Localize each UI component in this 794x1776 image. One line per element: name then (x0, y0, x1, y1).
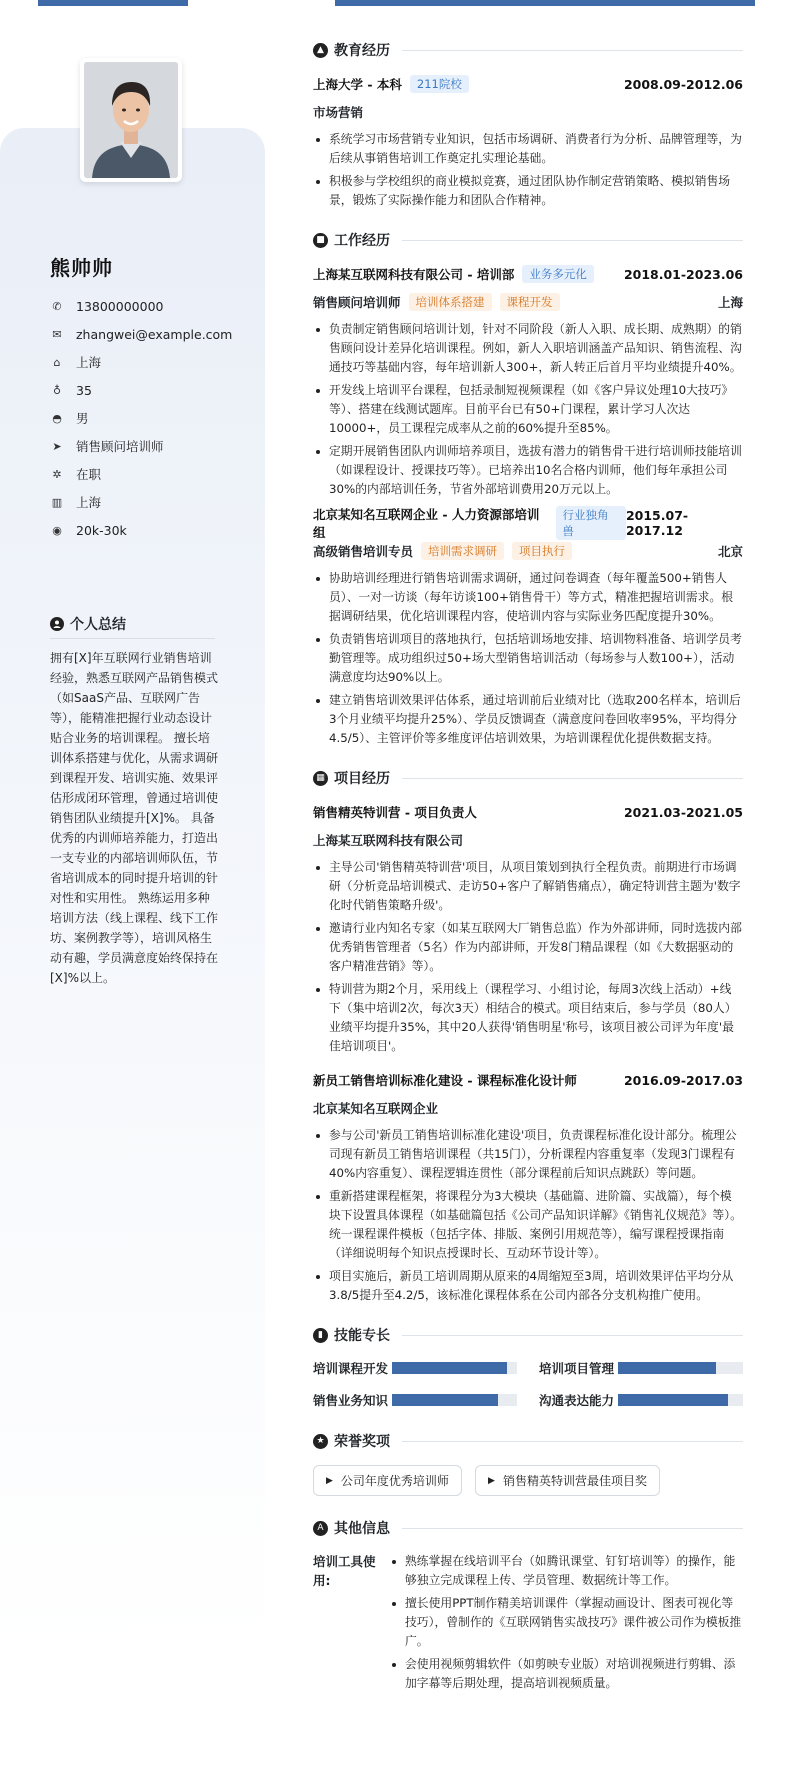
briefcase-icon: ■ (313, 233, 328, 248)
user-icon (50, 617, 64, 631)
age-icon: ♁ (52, 383, 62, 397)
contact-info-list (50, 292, 232, 544)
skill-item (313, 1391, 517, 1409)
skill-level-bar (392, 1394, 517, 1406)
other-label: 培训工具使用: (313, 1554, 376, 1588)
grid-icon: ▦ (313, 771, 328, 786)
section-title: 教育经历 (334, 43, 390, 59)
list-item: 重新搭建课程框架，将课程分为3大模块（基础篇、进阶篇、实战篇），每个模块下设置具体课程（如基础篇包括《公司产品知识详解》《销售礼仪规范》等）。统一课程课件模板（包括字体、排版、案例引用规范等），编写课程授课指南（详细说明每个知识点授课时长、互动环节设计等）。 (313, 1187, 743, 1263)
skill-level-fill (392, 1394, 498, 1406)
graduation-cap-icon: ▲ (313, 43, 328, 58)
skills-grid (313, 1359, 743, 1409)
award-badge (313, 1465, 462, 1496)
awards-list (313, 1465, 743, 1496)
contact-info-item (50, 292, 232, 320)
major-name: 市场营销 (313, 105, 364, 120)
skill-level-bar (618, 1362, 743, 1374)
contact-info-text: 20k-30k (76, 522, 127, 538)
section-divider (402, 1528, 743, 1529)
work-entry (313, 507, 743, 748)
list-item: 建立销售培训效果评估体系，通过培训前后业绩对比（选取200名样本，培训后3个月业绩平均提升25%）、学员反馈调查（满意度问卷回收率95%，平均得分4.5/5）、主管评价等多维度评估培训效果，为培训课程优化提供数据支持。 (313, 691, 743, 748)
city-icon: ▥ (51, 495, 63, 509)
skill-item (539, 1391, 743, 1409)
work-date: 2018.01-2023.06 (623, 266, 743, 282)
skill-item (539, 1359, 743, 1377)
skill-level-bar (618, 1394, 743, 1406)
contact-info-item (50, 516, 232, 544)
role-tag: 项目执行 (512, 542, 572, 560)
contact-info-item (50, 348, 232, 376)
summary-divider (50, 638, 215, 639)
send-icon: ➤ (52, 439, 62, 453)
role-tag: 培训需求调研 (421, 542, 504, 560)
education-bullets (313, 130, 743, 210)
company-name: 北京某知名互联网企业 - 人力资源部培训组 (313, 507, 540, 540)
list-item: 项目实施后，新员工培训周期从原来的4周缩短至3周，培训效果评估平均分从3.8/5提升至4.2/5，该标准化课程体系在公司内部各分支机构推广使用。 (313, 1267, 743, 1305)
main-content (313, 40, 743, 1697)
section-divider (402, 778, 743, 779)
contact-info-item (50, 488, 232, 516)
contact-info-item (50, 376, 232, 404)
list-item: 会使用视频剪辑软件（如剪映专业版）对培训视频进行剪辑、添加字幕等后期处理，提高培训视频质量。 (389, 1655, 743, 1693)
skill-name: 培训项目管理 (539, 1361, 615, 1376)
top-accent-bar-right (335, 0, 755, 6)
company-name: 上海某互联网科技有限公司 - 培训部 (313, 267, 515, 282)
project-name: 新员工销售培训标准化建设 - 课程标准化设计师 (313, 1073, 577, 1088)
section-divider (402, 240, 743, 241)
list-item: 系统学习市场营销专业知识，包括市场调研、消费者行为分析、品牌管理等，为后续从事销售培训工作奠定扎实理论基础。 (313, 130, 743, 168)
contact-info-text: 13800000000 (76, 298, 164, 314)
skill-name: 沟通表达能力 (539, 1393, 615, 1408)
avatar (80, 58, 182, 182)
other-heading (313, 1518, 743, 1538)
home-icon: ⌂ (53, 355, 61, 369)
summary-text: 拥有[X]年互联网行业销售培训经验，熟悉互联网产品销售模式（如SaaS产品、互联网广告等），能精准把握行业动态设计贴合业务的培训课程。 擅长培训体系搭建与优化，从需求调研到课程开发、培训实施、效果评估形成闭环管理，曾通过培训使销售团队业绩提升[X]%。 具备优秀的内训师培养能力，打造出一支专业的内部培训师队伍，节省培训成本的同时提升培训的针对性和实用性。 熟练运用多种培训方法（线上课程、线下工作坊、案例教学等），培训风格生动有趣，学员满意度始终保持在[X]%以上。 (50, 651, 219, 985)
section-divider (402, 1335, 743, 1336)
education-heading (313, 40, 743, 60)
mail-icon: ✉ (52, 327, 62, 341)
list-item: 参与公司'新员工销售培训标准化建设'项目，负责课程标准化设计部分。梳理公司现有新员工销售培训课程（共15门），分析课程内容重复率（发现3门课程有40%内容重复）、课程逻辑连贯性（部分课程前后知识点跳跃）等问题。 (313, 1126, 743, 1183)
skill-level-fill (618, 1362, 716, 1374)
list-item: 熟练掌握在线培训平台（如腾讯课堂、钉钉培训等）的操作，能够独立完成课程上传、学员管理、数据统计等工作。 (389, 1552, 743, 1590)
project-entry (313, 1070, 743, 1305)
contact-info-text: 在职 (76, 467, 102, 482)
bar-chart-icon: ▮ (313, 1328, 328, 1343)
list-item: 负责销售培训项目的落地执行，包括培训场地安排、培训物料准备、培训学员考勤管理等。成功组织过50+场大型销售培训活动（每场参与人数100+），活动满意度均达90%以上。 (313, 630, 743, 687)
contact-info-text: zhangwei@example.com (76, 326, 233, 342)
contact-info-text: 上海 (76, 495, 102, 510)
work-location: 北京 (717, 544, 743, 559)
list-item: 邀请行业内知名专家（如某互联网大厂销售总监）作为外部讲师，同时选拔内部优秀销售管理者（5名）作为内部讲师，开发8门精品课程（如《大数据驱动的客户精准营销》等）。 (313, 919, 743, 976)
projects-heading (313, 768, 743, 788)
list-item: 协助培训经理进行销售培训需求调研，通过问卷调查（每年覆盖500+销售人员）、一对一访谈（每年访谈100+销售骨干）等方式，精准把握培训需求。根据调研结果，优化培训课程内容，使培训内容与实际业务匹配度提升30%。 (313, 569, 743, 626)
list-item: 主导公司'销售精英特训营'项目，从项目策划到执行全程负责。前期进行市场调研（分析竞品培训模式、走访50+客户了解销售痛点），确定特训营主题为'数字化时代销售策略升级'。 (313, 858, 743, 915)
award-label: 销售精英特训营最佳项目奖 (502, 1474, 647, 1488)
skill-level-fill (392, 1362, 507, 1374)
skill-level-bar (392, 1362, 517, 1374)
contact-info-item (50, 404, 232, 432)
major-row (313, 102, 743, 122)
list-item: 特训营为期2个月，采用线上（课程学习、小组讨论，每周3次线上活动）+线下（集中培训2次，每次3天）相结合的模式。项目结束后，参与学员（80人）业绩平均提升35%，其中20人获得'销售明星'称号，该项目被公司评为年度'最佳培训项目'。 (313, 980, 743, 1056)
skill-item (313, 1359, 517, 1377)
medal-icon: ★ (313, 1434, 328, 1449)
list-item: 负责制定销售顾问培训计划，针对不同阶段（新人入职、成长期、成熟期）的销售顾问设计差异化培训课程。例如，新人入职培训涵盖产品知识、销售流程、沟通技巧等基础内容，每年培训新人300+，新人转正后首月平均业绩提升40%。 (313, 320, 743, 377)
contact-info-text: 男 (76, 411, 89, 426)
work-location: 上海 (717, 295, 743, 310)
section-divider (402, 1441, 743, 1442)
company-tag: 行业独角兽 (556, 506, 626, 540)
section-title: 技能专长 (334, 1328, 390, 1344)
section-title: 荣誉奖项 (334, 1434, 390, 1450)
work-date: 2015.07-2017.12 (625, 508, 689, 538)
other-info-row (313, 1552, 743, 1697)
contact-info-text: 上海 (76, 355, 102, 370)
company-tag: 业务多元化 (522, 265, 594, 283)
play-icon: ▶ (488, 1475, 495, 1486)
education-date: 2008.09-2012.06 (623, 76, 743, 92)
work-entry (313, 264, 743, 499)
awards-heading (313, 1431, 743, 1451)
list-item: 积极参与学校组织的商业模拟竞赛，通过团队协作制定营销策略、模拟销售场景，锻炼了实际操作能力和团队合作精神。 (313, 172, 743, 210)
role-tag: 培训体系搭建 (409, 293, 492, 311)
work-heading (313, 230, 743, 250)
section-title: 工作经历 (334, 233, 390, 249)
role-name: 销售顾问培训师 (313, 295, 401, 310)
contact-info-text: 35 (76, 382, 92, 398)
award-label: 公司年度优秀培训师 (340, 1474, 449, 1488)
play-icon: ▶ (326, 1475, 333, 1486)
award-badge (475, 1465, 660, 1496)
school-name: 上海大学 - 本科 (313, 77, 402, 92)
role-name: 高级销售培训专员 (313, 544, 414, 559)
section-title: 其他信息 (334, 1521, 390, 1537)
list-item: 擅长使用PPT制作精美培训课件（掌握动画设计、图表可视化等技巧），曾制作的《互联网销售实战技巧》课件被公司作为模板推广。 (389, 1594, 743, 1651)
phone-icon: ✆ (52, 299, 62, 313)
summary-heading (50, 614, 215, 634)
contact-info-item (50, 460, 232, 488)
gender-icon: ◓ (52, 411, 62, 425)
skill-name: 培训课程开发 (313, 1361, 389, 1376)
skill-name: 销售业务知识 (313, 1393, 389, 1408)
education-entry-head (313, 74, 743, 94)
portrait-image (84, 62, 178, 178)
list-item: 定期开展销售团队内训师培养项目，选拔有潜力的销售骨干进行培训师技能培训（如课程设计、授课技巧等）。已培养出10名合格内训师，他们每年承担公司30%的内部培训任务，节省外部培训费用20万元以上。 (313, 442, 743, 499)
contact-info-item (50, 432, 232, 460)
role-tag: 课程开发 (500, 293, 560, 311)
contact-info-text: 销售顾问培训师 (76, 439, 164, 454)
project-name: 销售精英特训营 - 项目负责人 (313, 805, 477, 820)
profile-name: 熊帅帅 (50, 256, 113, 280)
school-tag: 211院校 (410, 75, 469, 93)
section-title: 项目经历 (334, 771, 390, 787)
project-date: 2016.09-2017.03 (623, 1072, 743, 1088)
project-org: 上海某互联网科技有限公司 (313, 833, 464, 848)
project-entry (313, 802, 743, 1056)
salary-icon: ◉ (52, 523, 62, 537)
top-accent-bar-left (38, 0, 188, 6)
contact-info-item (50, 320, 232, 348)
project-date: 2021.03-2021.05 (623, 804, 743, 820)
info-icon: A (313, 1521, 328, 1536)
status-icon: ✲ (52, 467, 62, 481)
summary-title: 个人总结 (70, 617, 126, 633)
skill-level-fill (618, 1394, 728, 1406)
section-divider (402, 50, 743, 51)
skills-heading (313, 1325, 743, 1345)
list-item: 开发线上培训平台课程，包括录制短视频课程（如《客户异议处理10大技巧》等）、搭建在线测试题库。目前平台已有50+门课程，累计学习人次达10000+，员工课程完成率从之前的60%提升至85%。 (313, 381, 743, 438)
project-org: 北京某知名互联网企业 (313, 1101, 439, 1116)
